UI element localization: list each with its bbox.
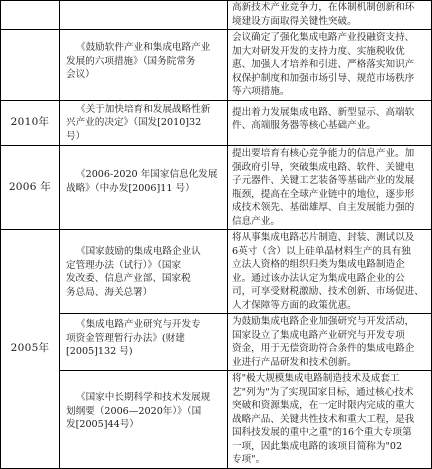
description-line: 6英寸（含）以上硅单晶材料生产的具有独 — [232, 245, 411, 257]
description-line: 瓶颈，提高在全球产业链中的地位，逐步形 — [232, 188, 415, 200]
document-line: 发改委、信息产业部、国家税 — [66, 273, 191, 284]
document-cell — [60, 371, 228, 469]
description-line: 国家设立了集成电路产业研究与开发专项 — [232, 329, 405, 341]
document-line: 会议） — [66, 69, 95, 80]
description-line: 加大对研发开发的支持力度、实施税收优 — [232, 45, 405, 57]
document-line: 划纲要（2006—2020年）》（国 — [66, 405, 202, 417]
description-line: 权保护制度和加强市场引导、规范市场秩序 — [232, 72, 415, 84]
table-row — [1, 371, 432, 469]
document-cell — [60, 1, 228, 30]
description-line: 专项"。 — [232, 454, 266, 465]
description-line: 会议确定了强化集成电路产业投融资支持、 — [232, 32, 415, 43]
document-line: 《集成电路产业研究与开发专 — [76, 319, 201, 330]
description-line: 成技术领先、基础雄厚、自主发展能力强的 — [232, 202, 415, 213]
description-line: 等六项措施。 — [232, 86, 290, 97]
description-line: 艺"列为"为了实现国家目标，通过核心技术 — [232, 386, 414, 398]
description-line: 人才保障等方面的政策优惠。 — [232, 299, 357, 311]
document-line: 号） — [66, 130, 86, 142]
table-row — [1, 146, 432, 230]
description-line: 立法人资格的组织归类为集成电路制造企 — [232, 259, 405, 270]
document-line: 定管理办法（试行）》（国家 — [66, 259, 182, 271]
year-cell: 2005年 — [1, 230, 60, 469]
year-cell — [1, 30, 60, 101]
description-line: 资金，用于无偿资助符合条件的集成电路企 — [232, 343, 415, 354]
document-line: 兴产业的决定》（国发[2010]32 — [66, 117, 202, 128]
table-row — [1, 1, 432, 30]
description-line: 业进行产品研发和技术创新。 — [232, 356, 357, 368]
description-line: 提出要培育有核心竞争能力的信息产业。加 — [232, 148, 415, 159]
document-line: 战略》（中办发[2006]11 号） — [66, 182, 195, 194]
description-line: 高新技术产业竞争力，在体制机制创新和环 — [232, 2, 415, 13]
table-row — [1, 314, 432, 371]
description-cell — [228, 230, 432, 314]
document-line: 《国家鼓励的集成电路企业认 — [76, 246, 201, 257]
description-cell — [228, 1, 432, 30]
document-line: [2005]132 号) — [66, 346, 133, 357]
document-line: 发展的六项措施》（国务院常务 — [66, 55, 196, 67]
description-cell — [228, 30, 432, 101]
document-line: 《鼓励软件产业和集成电路产业 — [76, 42, 211, 53]
year-cell — [1, 1, 60, 30]
document-line: 务总局、海关总署） — [66, 286, 153, 298]
description-line: 信息产业。 — [232, 215, 280, 227]
description-cell — [228, 100, 432, 146]
description-line: 为鼓励集成电路企业加强研究与开发活动， — [232, 316, 415, 327]
description-line: 强政府引导，突破集成电路、软件、关键电 — [232, 161, 415, 173]
description-line: 惠、加强人才培养和引进、严格落实知识产 — [232, 59, 415, 70]
description-cell — [228, 314, 432, 371]
description-line: 提出着力发展集成电路、新型显示、高端软 — [232, 106, 415, 118]
document-line: 《关于加快培育和发展战略性新 — [76, 103, 211, 115]
description-cell — [228, 146, 432, 230]
table-row — [1, 230, 432, 314]
description-cell — [228, 371, 432, 469]
table-row — [1, 100, 432, 146]
document-line: 项资金管理暂行办法》(财建 — [66, 332, 185, 344]
document-line: 《2006-2020 年国家信息化发展 — [76, 169, 218, 180]
description-line: 将从事集成电路芯片制造、封装、测试以及 — [232, 232, 415, 243]
document-cell — [60, 100, 228, 146]
description-line: 国科技发展的重中之重"的16个重大专项第 — [232, 427, 412, 438]
description-line: 司，可享受财税激励、技术创新、市场促进、 — [232, 286, 424, 297]
table-row — [1, 30, 432, 101]
document-cell — [60, 30, 228, 101]
description-line: 子元器件、关键工艺装备等基础产业的发展 — [232, 175, 415, 186]
document-cell — [60, 314, 228, 371]
description-line: 一项，因此集成电路的该项目简称为"02 — [232, 440, 403, 452]
description-line: 突破和资源集成，在一定时限内完成的重大 — [232, 400, 415, 411]
description-line: 境建设方面取得关键性突破。 — [232, 15, 357, 27]
year-cell: 2006 年 — [1, 146, 60, 230]
document-line: 发[2005]44号） — [66, 419, 139, 430]
document-cell — [60, 230, 228, 314]
document-cell — [60, 146, 228, 230]
description-line: 战略产品、关键共性技术和重大工程，是我 — [232, 413, 415, 425]
year-cell: 2010年 — [1, 100, 60, 146]
document-line: 《国家中长期科学和技术发展规 — [76, 392, 211, 403]
description-line: 业。通过该办法认定为集成电路企业的公 — [232, 272, 405, 284]
description-line: 件、高端服务器等核心基础产业。 — [232, 120, 376, 131]
description-line: 将"极大规模集成电路制造技术及成套工 — [232, 373, 400, 384]
